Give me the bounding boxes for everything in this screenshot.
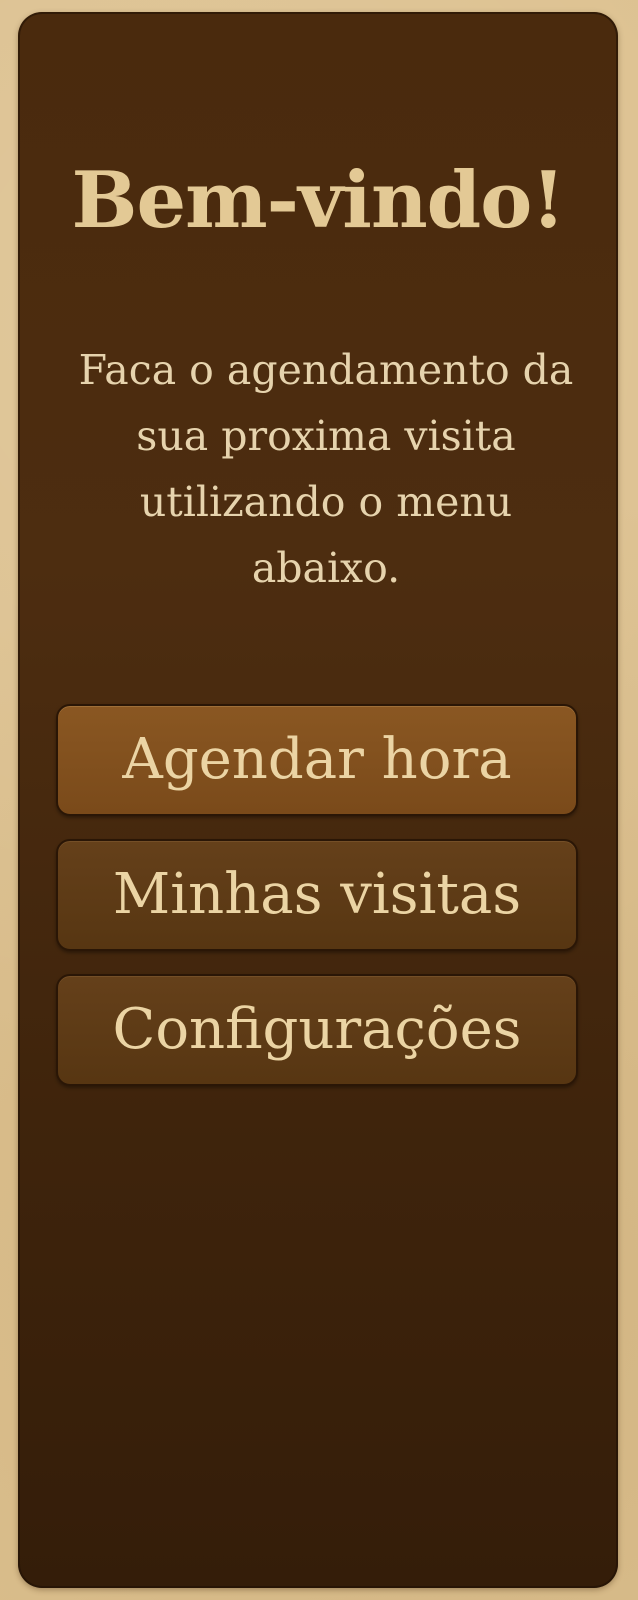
my-visits-button[interactable]: Minhas visitas [56,839,578,951]
page-title: Bem-vindo! [71,155,565,246]
main-panel [18,12,618,1588]
settings-button[interactable]: Configurações [56,974,578,1086]
main-menu [56,704,578,1109]
welcome-message: Faca o agendamento da sua proxima visita utilizando o menu abaixo. [78,346,574,592]
schedule-appointment-button[interactable]: Agendar hora [56,704,578,816]
